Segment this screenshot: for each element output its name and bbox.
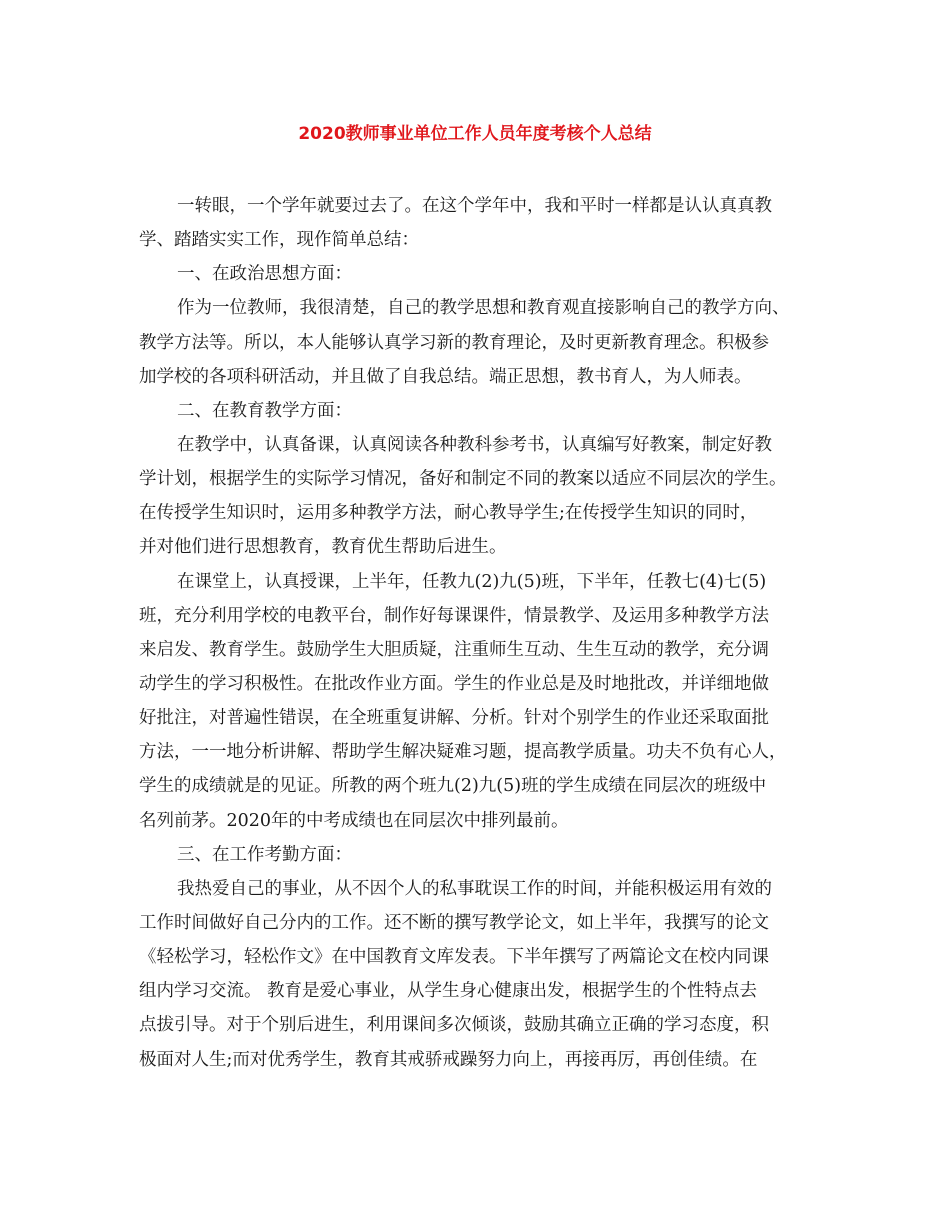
paragraph-line: 学生的成绩就是的见证。所教的两个班九(2)九(5)班的学生成绩在同层次的班级中 — [139, 776, 767, 797]
paragraph-line: 在教学中，认真备课，认真阅读各种教科参考书，认真编写好教案，制定好教 — [177, 434, 772, 455]
paragraph-line: 在课堂上，认真授课，上半年，任教九(2)九(5)班，下半年，任教七(4)七(5) — [177, 571, 767, 592]
section-heading: 二、在教育教学方面： — [177, 400, 352, 421]
paragraph-line: 组内学习交流。 教育是爱心事业，从学生身心健康出发，根据学生的个性特点去 — [139, 981, 758, 1002]
paragraph-line: 一转眼，一个学年就要过去了。在这个学年中，我和平时一样都是认认真真教 — [177, 196, 772, 216]
paragraph-line: 学、踏踏实实工作，现作简单总结： — [139, 230, 419, 251]
paragraph-line: 《轻松学习，轻松作文》在中国教育文库发表。下半年撰写了两篇论文在校内同课 — [139, 947, 769, 968]
document-title: 2020教师事业单位工作人员年度考核个人总结 — [298, 124, 652, 144]
paragraph-line: 并对他们进行思想教育，教育优生帮助后进生。 — [139, 537, 507, 558]
paragraph-line: 我热爱自己的事业，从不因个人的私事耽误工作的时间，并能积极运用有效的 — [177, 878, 772, 899]
section-heading: 一、在政治思想方面： — [177, 264, 352, 285]
paragraph-line: 工作时间做好自己分内的工作。还不断的撰写教学论文，如上半年，我撰写的论文 — [139, 912, 769, 933]
paragraph-line: 加学校的各项科研活动，并且做了自我总结。端正思想，教书育人，为人师表。 — [139, 366, 752, 387]
paragraph-line: 好批注，对普遍性错误，在全班重复讲解、分析。针对个别学生的作业还采取面批 — [139, 708, 769, 729]
paragraph-line: 动学生的学习积极性。在批改作业方面。学生的作业总是及时地批改，并详细地做 — [139, 673, 769, 694]
document-body — [139, 189, 819, 1077]
paragraph-line: 作为一位教师，我很清楚，自己的教学思想和教育观直接影响自己的教学方向、 — [177, 298, 790, 319]
paragraph-line: 极面对人生;而对优秀学生，教育其戒骄戒躁努力向上，再接再厉，再创佳绩。在 — [139, 1049, 758, 1070]
paragraph-line: 教学方法等。所以，本人能够认真学习新的教育理论，及时更新教育理念。积极参 — [139, 332, 769, 353]
paragraph-line: 方法，一一地分析讲解、帮助学生解决疑难习题，提高教学质量。功夫不负有心人， — [139, 742, 787, 763]
paragraph-line: 来启发、教育学生。鼓励学生大胆质疑，注重师生互动、生生互动的教学，充分调 — [139, 639, 769, 660]
paragraph-line: 班，充分利用学校的电教平台，制作好每课课件，情景教学、及运用多种教学方法 — [139, 605, 769, 626]
paragraph-line: 名列前茅。2020年的中考成绩也在同层次中排列最前。 — [139, 810, 569, 831]
paragraph-line: 学计划，根据学生的实际学习情况，备好和制定不同的教案以适应不同层次的学生。 — [139, 469, 787, 490]
paragraph-line: 点拔引导。对于个别后进生，利用课间多次倾谈，鼓励其确立正确的学习态度，积 — [139, 1015, 769, 1036]
section-heading: 三、在工作考勤方面： — [177, 844, 352, 865]
paragraph-line: 在传授学生知识时，运用多种教学方法，耐心教导学生;在传授学生知识的同时， — [139, 503, 758, 524]
